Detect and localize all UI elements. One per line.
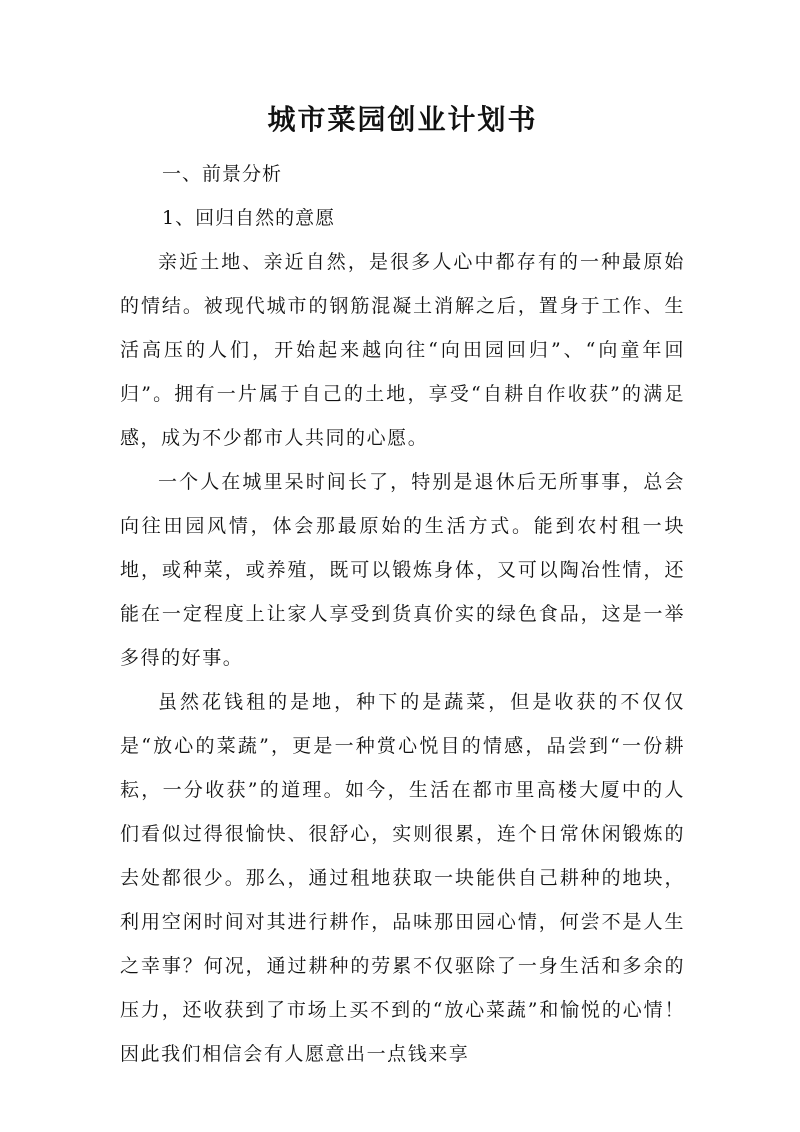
paragraph-2: 一个人在城里呆时间长了，特别是退休后无所事事，总会向往田园风情，体会那最原始的生活方式。能到农村租一块地，或种菜，或养殖，既可以锻炼身体，又可以陶冶性情，还能在一定程度上让家人享受到货真价实的绿色食品，这是一举多得的好事。 [120, 471, 685, 669]
subsection-heading: 1、回归自然的意愿 [162, 207, 336, 229]
paragraph-3: 虽然花钱租的是地，种下的是蔬菜，但是收获的不仅仅是“放心的菜蔬”，更是一种赏心悦目的情感，品尝到“一份耕耘，一分收获”的道理。如今，生活在都市里高楼大厦中的人们看似过得很愉快、很舒心，实则很累，连个日常休闲锻炼的去处都很少。那么，通过租地获取一块能供自己耕种的地块，利用空闲时间对其进行耕作，品味那田园心情，何尝不是人生之幸事？何况，通过耕种的劳累不仅驱除了一身生活和多余的压力，还收获到了市场上买不到的“放心菜蔬”和愉悦的心情！因此我们相信会有人愿意出一点钱来享 [120, 691, 685, 1065]
section-heading: 一、前景分析 [162, 163, 283, 185]
paragraph-1: 亲近土地、亲近自然，是很多人心中都存有的一种最原始的情结。被现代城市的钢筋混凝土消解之后，置身于工作、生活高压的人们，开始起来越向往“向田园回归”、“向童年回归”。拥有一片属于自己的土地，享受“自耕自作收获”的满足感，成为不少都市人共同的心愿。 [120, 251, 685, 449]
page-title: 城市菜园创业计划书 [267, 103, 538, 136]
